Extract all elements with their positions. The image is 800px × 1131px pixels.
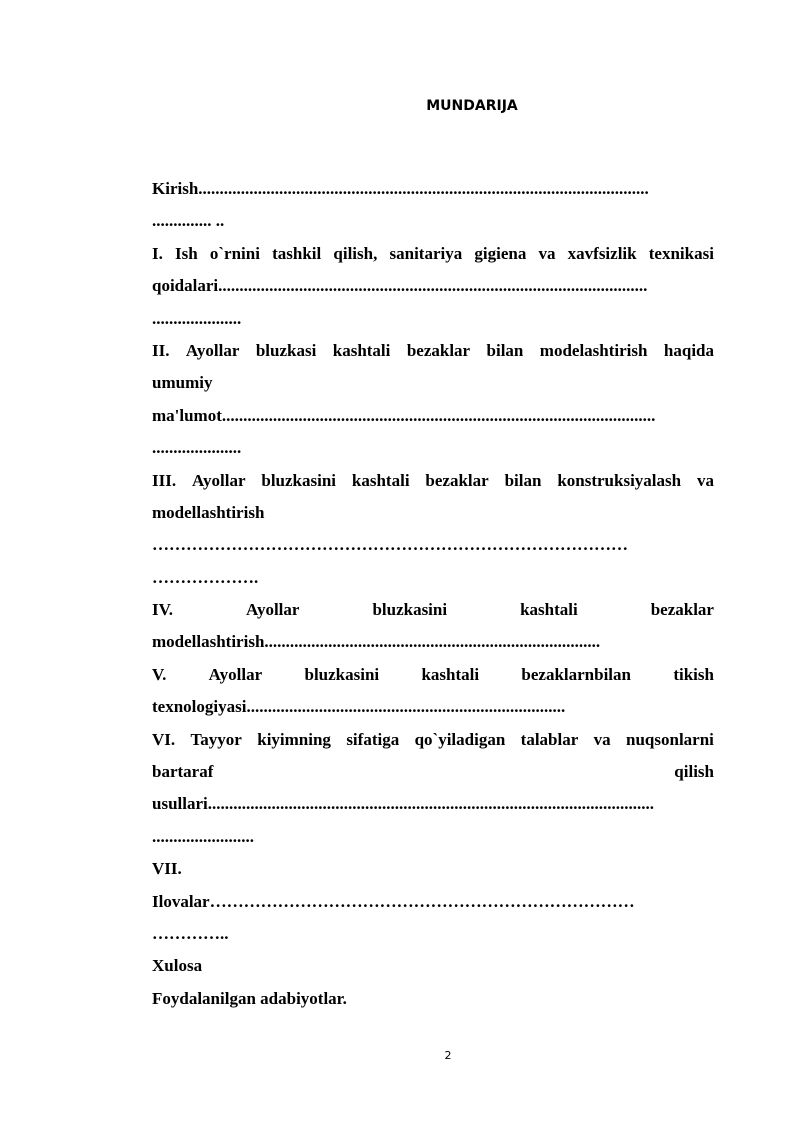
toc-word: III. — [152, 470, 177, 490]
toc-line-section-6-leader: ........................ — [152, 826, 254, 846]
toc-line-xulosa: Xulosa — [152, 956, 203, 976]
toc-word: kashtali — [421, 664, 480, 684]
toc-line-section-2-cont: umumiy — [152, 373, 213, 393]
toc-word: haqida — [663, 340, 714, 360]
toc-word: I. — [152, 243, 163, 263]
toc-word: bluzkasini — [304, 664, 380, 684]
toc-line-adabiyotlar: Foydalanilgan adabiyotlar. — [152, 988, 347, 1008]
toc-word: modelashtirish — [539, 340, 648, 360]
toc-line-kirish-leader: .............. .. — [152, 211, 225, 231]
toc-word: qo`yiladigan — [414, 729, 506, 749]
toc-line-section-6-cont — [152, 756, 714, 788]
table-of-contents — [152, 173, 714, 1015]
toc-word: nuqsonlarni — [626, 729, 714, 749]
toc-word: bartaraf — [152, 762, 214, 782]
toc-word: kashtali — [332, 340, 391, 360]
toc-word: o`rnini — [209, 243, 260, 263]
toc-word: bilan — [504, 470, 542, 490]
toc-word: sanitariya — [389, 243, 463, 263]
toc-word: Ayollar — [191, 470, 246, 490]
toc-line-section-1-cont: qoidalari..................................................................................................... — [152, 276, 648, 296]
toc-line-section-1 — [152, 238, 714, 270]
toc-word: tashkil — [272, 243, 322, 263]
toc-line-section-2 — [152, 335, 714, 367]
toc-line-section-3 — [152, 465, 714, 497]
toc-line-section-6 — [152, 724, 714, 756]
toc-word: Ayollar — [185, 340, 240, 360]
toc-line-ilovalar-leader: ………….. — [152, 923, 229, 943]
toc-word: tikish — [673, 664, 714, 684]
toc-word: V. — [152, 664, 167, 684]
toc-line-section-5-cont: texnologiyasi........................................................................... — [152, 697, 566, 717]
toc-word: bezaklar — [650, 600, 714, 620]
toc-word: II. — [152, 340, 170, 360]
toc-word: texnikasi — [648, 243, 714, 263]
toc-word: bezaklar — [406, 340, 471, 360]
toc-word: Ayollar — [245, 600, 300, 620]
toc-word: kashtali — [351, 470, 410, 490]
toc-word: sifatiga — [346, 729, 400, 749]
toc-word: Ish — [175, 243, 198, 263]
toc-word: bluzkasini — [372, 600, 448, 620]
toc-line-section-6-cont2: usullari......................................................................................................... — [152, 794, 654, 814]
page-number: 2 — [444, 1049, 452, 1062]
toc-line-section-3-cont: modellashtirish — [152, 502, 265, 522]
toc-word: Tayyor — [190, 729, 242, 749]
toc-line-kirish: Kirish.......................................................................................................... — [152, 179, 649, 198]
toc-line-section-2-leader: ..................... — [152, 438, 242, 458]
toc-word: va — [696, 470, 714, 490]
toc-line-section-4-cont: modellashtirish............................................................................... — [152, 632, 601, 652]
toc-word: IV. — [152, 600, 173, 620]
toc-word: bezaklar — [425, 470, 489, 490]
toc-word: bilan — [486, 340, 524, 360]
toc-word: kiyimning — [257, 729, 331, 749]
toc-word: va — [538, 243, 556, 263]
toc-word: bluzkasini — [261, 470, 337, 490]
toc-line-section-5 — [152, 659, 714, 691]
toc-word: kashtali — [520, 600, 578, 620]
toc-line-section-7: VII. — [152, 859, 182, 879]
toc-word: va — [593, 729, 611, 749]
toc-word: gigiena — [474, 243, 527, 263]
toc-word: bluzkasi — [255, 340, 317, 360]
toc-line-section-1-leader: ..................... — [152, 308, 242, 328]
toc-line-section-4 — [152, 594, 714, 626]
toc-word: qilish, — [333, 243, 378, 263]
toc-word: qilish — [674, 762, 714, 782]
toc-line-section-3-leader: ………………………………………………………………………… — [152, 535, 628, 555]
toc-word: Ayollar — [208, 664, 263, 684]
toc-word: VI. — [152, 729, 176, 749]
toc-line-ilovalar: Ilovalar………………………………………………………………… — [152, 891, 635, 911]
toc-word: bezaklarnbilan — [521, 664, 631, 684]
toc-word: konstruksiyalash — [557, 470, 682, 490]
toc-line-section-3-leader2: ………………. — [152, 567, 259, 587]
toc-word: xavfsizlik — [567, 243, 637, 263]
toc-word: talablar — [520, 729, 579, 749]
toc-title: MUNDARIJA — [426, 98, 518, 114]
toc-line-section-2-cont2: ma'lumot...................................................................................................... — [152, 405, 656, 425]
